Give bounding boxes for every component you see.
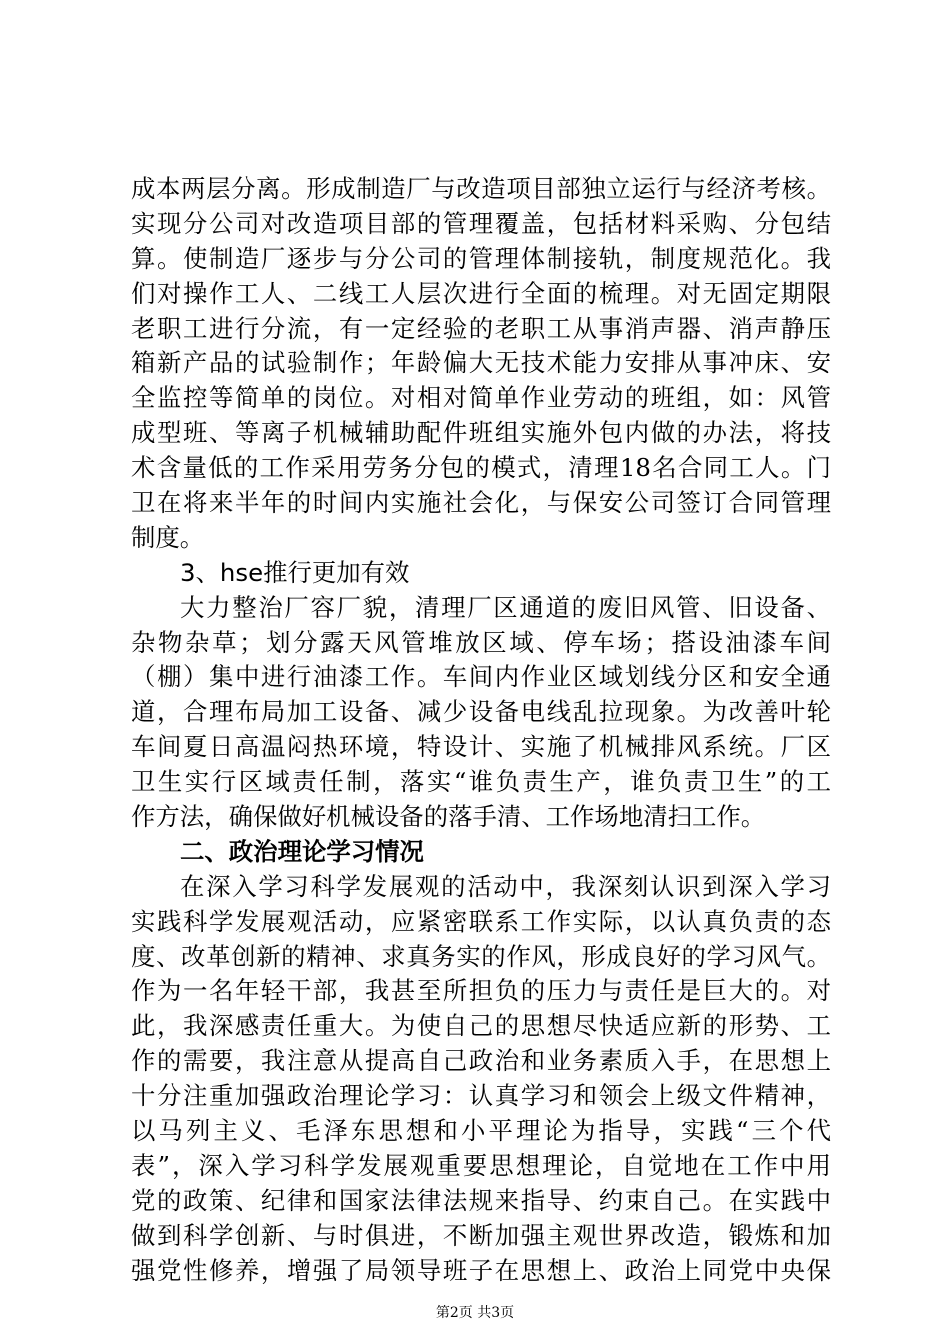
text-line: 大力整治厂容厂貌，清理厂区通道的废旧风管、旧设备、 [180, 592, 831, 622]
text-line: 道，合理布局加工设备、减少设备电线乱拉现象。为改善叶轮 [131, 697, 831, 727]
text-line: 作方法，确保做好机械设备的落手清、工作场地清扫工作。 [131, 802, 766, 832]
text-line: 卫在将来半年的时间内实施社会化，与保安公司签订合同管理 [131, 488, 831, 518]
text-line: 做到科学创新、与时俱进，不断加强主观世界改造，锻炼和加 [131, 1220, 831, 1250]
text-line: 实践科学发展观活动，应紧密联系工作实际，以认真负责的态 [131, 906, 831, 936]
text-line: 实现分公司对改造项目部的管理覆盖，包括材料采购、分包结 [131, 208, 831, 238]
text-line: 术含量低的工作采用劳务分包的模式，清理18名合同工人。门 [131, 453, 831, 483]
text-line: 们对操作工人、二线工人层次进行全面的梳理。对无固定期限 [131, 278, 831, 308]
text-line: 此，我深感责任重大。为使自己的思想尽快适应新的形势、工 [131, 1011, 831, 1041]
text-line: 全监控等简单的岗位。对相对简单作业劳动的班组，如：风管 [131, 383, 831, 413]
text-line: 成本两层分离。形成制造厂与改造项目部独立运行与经济考核。 [131, 174, 831, 203]
text-line: 表”，深入学习科学发展观重要思想理论，自觉地在工作中用 [131, 1150, 831, 1180]
text-line: 老职工进行分流，有一定经验的老职工从事消声器、消声静压 [131, 313, 831, 343]
text-line: 成型班、等离子机械辅助配件班组实施外包内做的办法，将技 [131, 418, 831, 448]
text-line: 十分注重加强政治理论学习：认真学习和领会上级文件精神， [131, 1081, 831, 1111]
text-line: 以马列主义、毛泽东思想和小平理论为指导，实践“三个代 [131, 1116, 831, 1146]
text-line: 强党性修养，增强了局领导班子在思想上、政治上同党中央保 [131, 1255, 831, 1285]
text-line: 在深入学习科学发展观的活动中，我深刻认识到深入学习 [180, 871, 831, 901]
text-line: 车间夏日高温闷热环境，特设计、实施了机械排风系统。厂区 [131, 732, 831, 762]
text-line: 作为一名年轻干部，我甚至所担负的压力与责任是巨大的。对 [131, 976, 831, 1006]
section-subheading: 3、hse推行更加有效 [180, 557, 410, 587]
text-line: 作的需要，我注意从提高自己政治和业务素质入手，在思想上 [131, 1046, 831, 1076]
text-line: 制度。 [131, 522, 205, 552]
text-line: 箱新产品的试验制作；年龄偏大无技术能力安排从事冲床、安 [131, 348, 831, 378]
text-line: 算。使制造厂逐步与分公司的管理体制接轨，制度规范化。我 [131, 243, 831, 273]
text-line: 卫生实行区域责任制，落实“谁负责生产，谁负责卫生”的工 [131, 767, 831, 797]
text-line: 党的政策、纪律和国家法律法规来指导、约束自己。在实践中 [131, 1185, 831, 1215]
text-line: 杂物杂草；划分露天风管堆放区域、停车场；搭设油漆车间 [131, 627, 831, 657]
body-text [131, 172, 831, 1289]
page-number-footer: 第2页 共3页 [435, 1305, 515, 1321]
text-line: （棚）集中进行油漆工作。车间内作业区域划线分区和安全通 [131, 662, 831, 692]
text-line: 度、改革创新的精神、求真务实的作风，形成良好的学习风气。 [131, 941, 831, 971]
section-heading: 二、政治理论学习情况 [180, 836, 424, 866]
